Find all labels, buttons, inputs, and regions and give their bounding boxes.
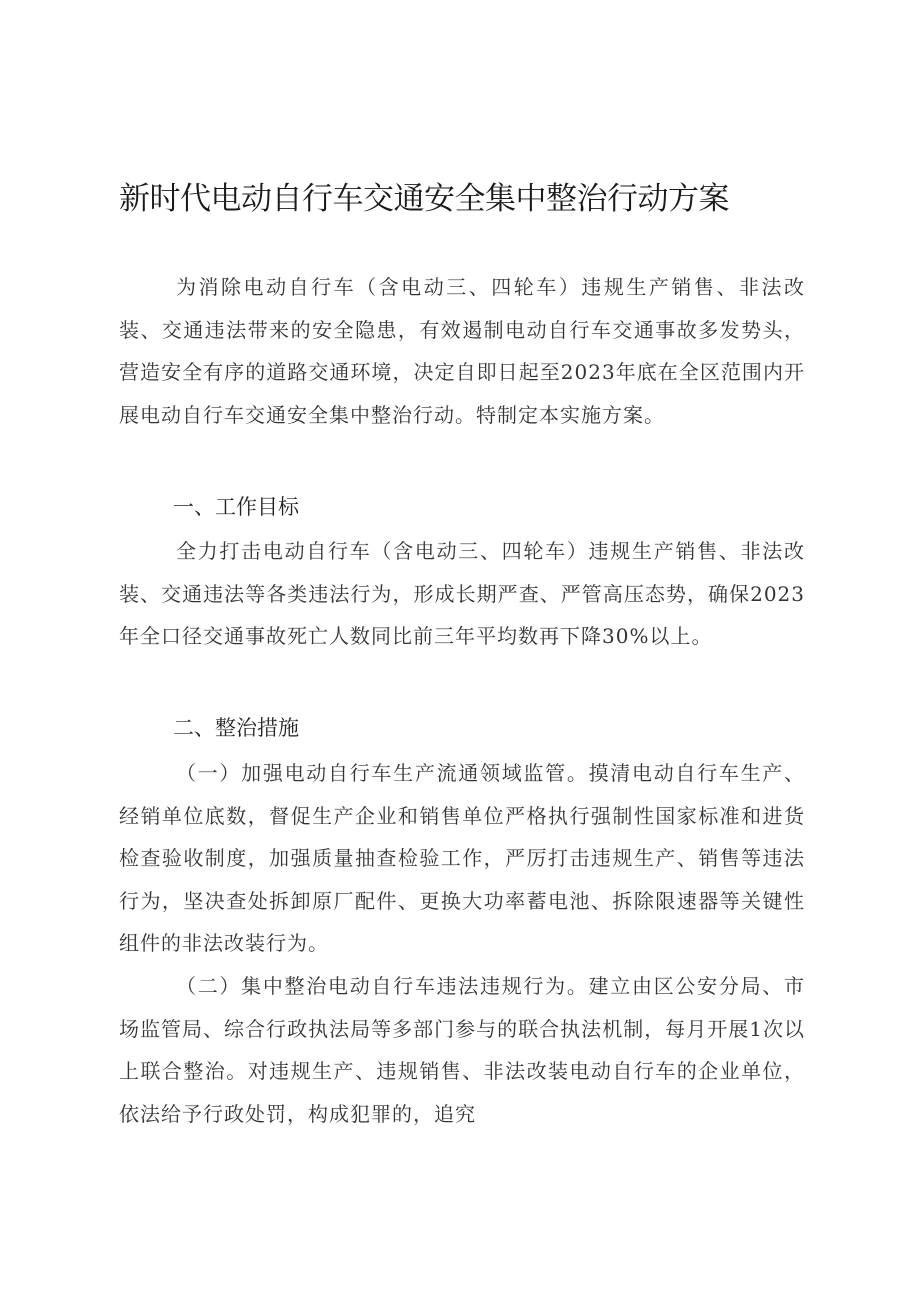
measures-paragraph-2: （二）集中整治电动自行车违法违规行为。建立由区公安分局、市场监管局、综合行政执法局等多部门参与的联合执法机制，每月开展1次以上联合整治。对违规生产、违规销售、非法改装电动自行车的企业单位，依法给予行政处罚，构成犯罪的，追究 <box>119 974 805 1126</box>
section-heading-measures: 二、整治措施 <box>173 716 299 740</box>
document-title: 新时代电动自行车交通安全集中整治行动方案 <box>119 181 729 217</box>
intro-paragraph: 为消除电动自行车（含电动三、四轮车）违规生产销售、非法改装、交通违法带来的安全隐患，有效遏制电动自行车交通事故多发势头，营造安全有序的道路交通环境，决定自即日起至2023年底在全区范围内开展电动自行车交通安全集中整治行动。特制定本实施方案。 <box>119 275 805 427</box>
section-heading-goals: 一、工作目标 <box>173 495 299 519</box>
goals-paragraph: 全力打击电动自行车（含电动三、四轮车）违规生产销售、非法改装、交通违法等各类违法行为，形成长期严查、严管高压态势，确保2023年全口径交通事故死亡人数同比前三年平均数再下降30%以上。 <box>119 539 805 648</box>
measures-paragraph-1: （一）加强电动自行车生产流通领域监管。摸清电动自行车生产、经销单位底数，督促生产企业和销售单位严格执行强制性国家标准和进货检查验收制度，加强质量抽查检验工作，严厉打击违规生产、销售等违法行为，坚决查处拆卸原厂配件、更换大功率蓄电池、拆除限速器等关键性组件的非法改装行为。 <box>119 761 805 955</box>
